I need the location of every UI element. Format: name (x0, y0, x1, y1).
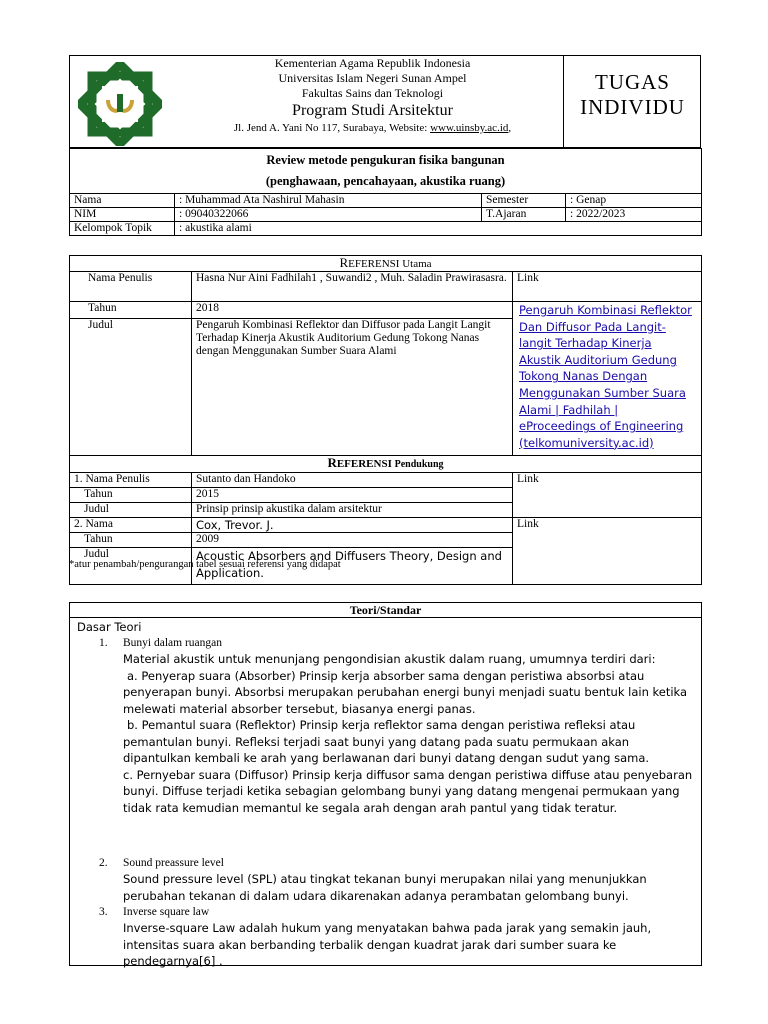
ref-utama-judul-label: Judul (70, 319, 192, 456)
item-1-number: 1. (99, 637, 108, 649)
r2-tahun-value: 2009 (192, 533, 513, 548)
r2-judul-label: Judul (70, 548, 192, 585)
r2-judul-value: Acoustic Absorbers and Diffusers Theory, Design and Application. (192, 548, 513, 585)
teori-heading-divider (69, 617, 702, 618)
ref-pendukung-heading-rest: EFERENSI (336, 458, 395, 471)
address-line (195, 121, 550, 135)
item-2-text: Sound pressure level (SPL) atau tingkat tekanan bunyi merupakan nilai yang menunjukkan perubahan tekanan di dalam udara dikarenakan adanya perambatan gelombang bunyi. (123, 872, 647, 903)
footnote: *atur penambah/pengurangan tabel sesuai referensi yang didapat (69, 559, 341, 570)
r1-link-label: Link (513, 473, 702, 518)
teori-content (77, 619, 697, 970)
nim-value: : 09040322066 (175, 208, 482, 222)
item-2 (77, 855, 697, 871)
item-3-title: Inverse square law (123, 906, 210, 918)
item-1-c: c. Pernyebar suara (Diffusor) Prinsip kerja diffusor sama dengan peristiwa diffuse atau penyebaran bunyi. Diffuse terjadi ketika sebagian gelombang bunyi yang datang mengenai permukaan yang tidak rata kemudian memantul ke segala arah dengan arah pantul yang tidak teratur. (123, 767, 693, 815)
individu-label: INDIVIDU (580, 95, 685, 119)
item-2-title: Sound preassure level (123, 857, 224, 869)
kelompok-label: Kelompok Topik (70, 222, 175, 236)
ref-pendukung-heading (70, 456, 702, 473)
semester-value: : Genap (566, 194, 702, 208)
ref-utama-penulis-label: Nama Penulis (70, 272, 192, 302)
r1-penulis-label: 1. Nama Penulis (70, 473, 192, 488)
tugas-label: TUGAS (594, 70, 670, 94)
ref-utama-tahun-value: 2018 (192, 302, 513, 319)
item-3-text: Inverse-square Law adalah hukum yang menyatakan bahwa pada jarak yang semakin jauh, intensitas suara akan berbanding terbalik dengan kuadrat jarak dari sumber suara ke pendegarnya[6] . (123, 921, 652, 968)
r2-nama-value: Cox, Trevor. J. (192, 518, 513, 533)
semester-label: Semester (482, 194, 566, 208)
ref-utama-judul-value: Pengaruh Kombinasi Reflektor dan Diffusor pada Langit Langit Terhadap Kinerja Akustik Auditorium Gedung Tokong Nanas dengan Menggunakan Sumber Suara Alami (192, 319, 513, 456)
program-title: Program Studi Arsitektur (292, 102, 453, 119)
assignment-type (564, 70, 701, 120)
ref-utama-link-label: Link (513, 272, 702, 302)
nama-value: : Muhammad Ata Nashirul Mahasin (175, 194, 482, 208)
item-2-number: 2. (99, 857, 108, 869)
header-text-block (195, 56, 550, 135)
ref-pendukung-heading-small: Pendukung (394, 459, 444, 471)
review-title-cell (70, 149, 702, 194)
tajaran-label: T.Ajaran (482, 208, 566, 222)
item-1-intro: Material akustik untuk menunjang pengondisian akustik dalam ruang, umumnya terdiri dari: (123, 652, 656, 666)
tajaran-value: : 2022/2023 (566, 208, 702, 222)
uinsa-logo-icon (78, 62, 162, 146)
r1-judul-value: Prinsip prinsip akustika dalam arsitektur (192, 503, 513, 518)
ref-utama-link-cell (513, 302, 702, 456)
ref-utama-link[interactable]: Pengaruh Kombinasi Reflektor Dan Diffusor Pada Langit-langit Terhadap Kinerja Akustik Auditorium Gedung Tokong Nanas Dengan Menggunakan Sumber Suara Alami | Fadhilah | eProceedings of Engineering (telkomuniversity.ac.id) (519, 303, 692, 450)
r1-penulis-value: Sutanto dan Handoko (192, 473, 513, 488)
teori-heading: Teori/Standar (349, 603, 422, 617)
review-line-2: (penghawaan, pencahayaan, akustika ruang) (265, 174, 506, 188)
university-line: Universitas Islam Negeri Sunan Ampel (278, 71, 467, 85)
review-line-1: Review metode pengukuran fisika bangunan (266, 153, 505, 167)
ref-utama-heading (70, 256, 702, 272)
faculty-line: Fakultas Sains dan Teknologi (301, 86, 444, 100)
ref-pendukung-heading-cap: R (327, 455, 337, 471)
address-suffix: , (508, 122, 512, 134)
identity-table (69, 148, 702, 236)
kelompok-value: : akustika alami (175, 222, 702, 236)
item-1 (77, 635, 697, 651)
r1-tahun-label: Tahun (70, 488, 192, 503)
item-3 (77, 904, 697, 920)
ministry-line: Kementerian Agama Republik Indonesia (274, 56, 471, 70)
ref-utama-table (69, 255, 702, 585)
university-logo (78, 62, 162, 146)
ref-utama-penulis-value: Hasna Nur Aini Fadhilah1 , Suwandi2 , Muh. Saladin Prawirasasra. (192, 272, 513, 302)
nama-label: Nama (70, 194, 175, 208)
ref-utama-heading-cap: R (339, 255, 349, 270)
website-link[interactable]: www.uinsby.ac.id (430, 122, 509, 134)
ref-utama-heading-rest: EFERENSI Utama (348, 258, 432, 270)
r2-link-label: Link (513, 518, 702, 585)
nim-label: NIM (70, 208, 175, 222)
ref-utama-tahun-label: Tahun (70, 302, 192, 319)
item-1-b: b. Pemantul suara (Reflektor) Prinsip kerja reflektor sama dengan peristiwa refleksi atau pemantulan bunyi. Refleksi terjadi saat bunyi yang datang pada suatu permukaan akan dipantulkan kembali ke arah yang berlawanan dari bunyi datang dengan sudut yang sama. (123, 718, 650, 765)
dasar-teori-label: Dasar Teori (77, 620, 142, 634)
item-1-a: a. Penyerap suara (Absorber) Prinsip kerja absorber sama dengan peristiwa absorbsi atau penyerapan bunyi. Absorbsi merupakan perubahan energi bunyi menjadi suatu bentuk lain ketika melewati material absorber tersebut, biasanya energi panas. (123, 668, 688, 716)
r1-tahun-value: 2015 (192, 488, 513, 503)
r2-nama-label: 2. Nama (70, 518, 192, 533)
item-1-title: Bunyi dalam ruangan (123, 637, 223, 649)
item-3-number: 3. (99, 906, 108, 918)
address-prefix: Jl. Jend A. Yani No 117, Surabaya, Website: (233, 122, 431, 134)
r1-judul-label: Judul (70, 503, 192, 518)
r2-tahun-label: Tahun (70, 533, 192, 548)
